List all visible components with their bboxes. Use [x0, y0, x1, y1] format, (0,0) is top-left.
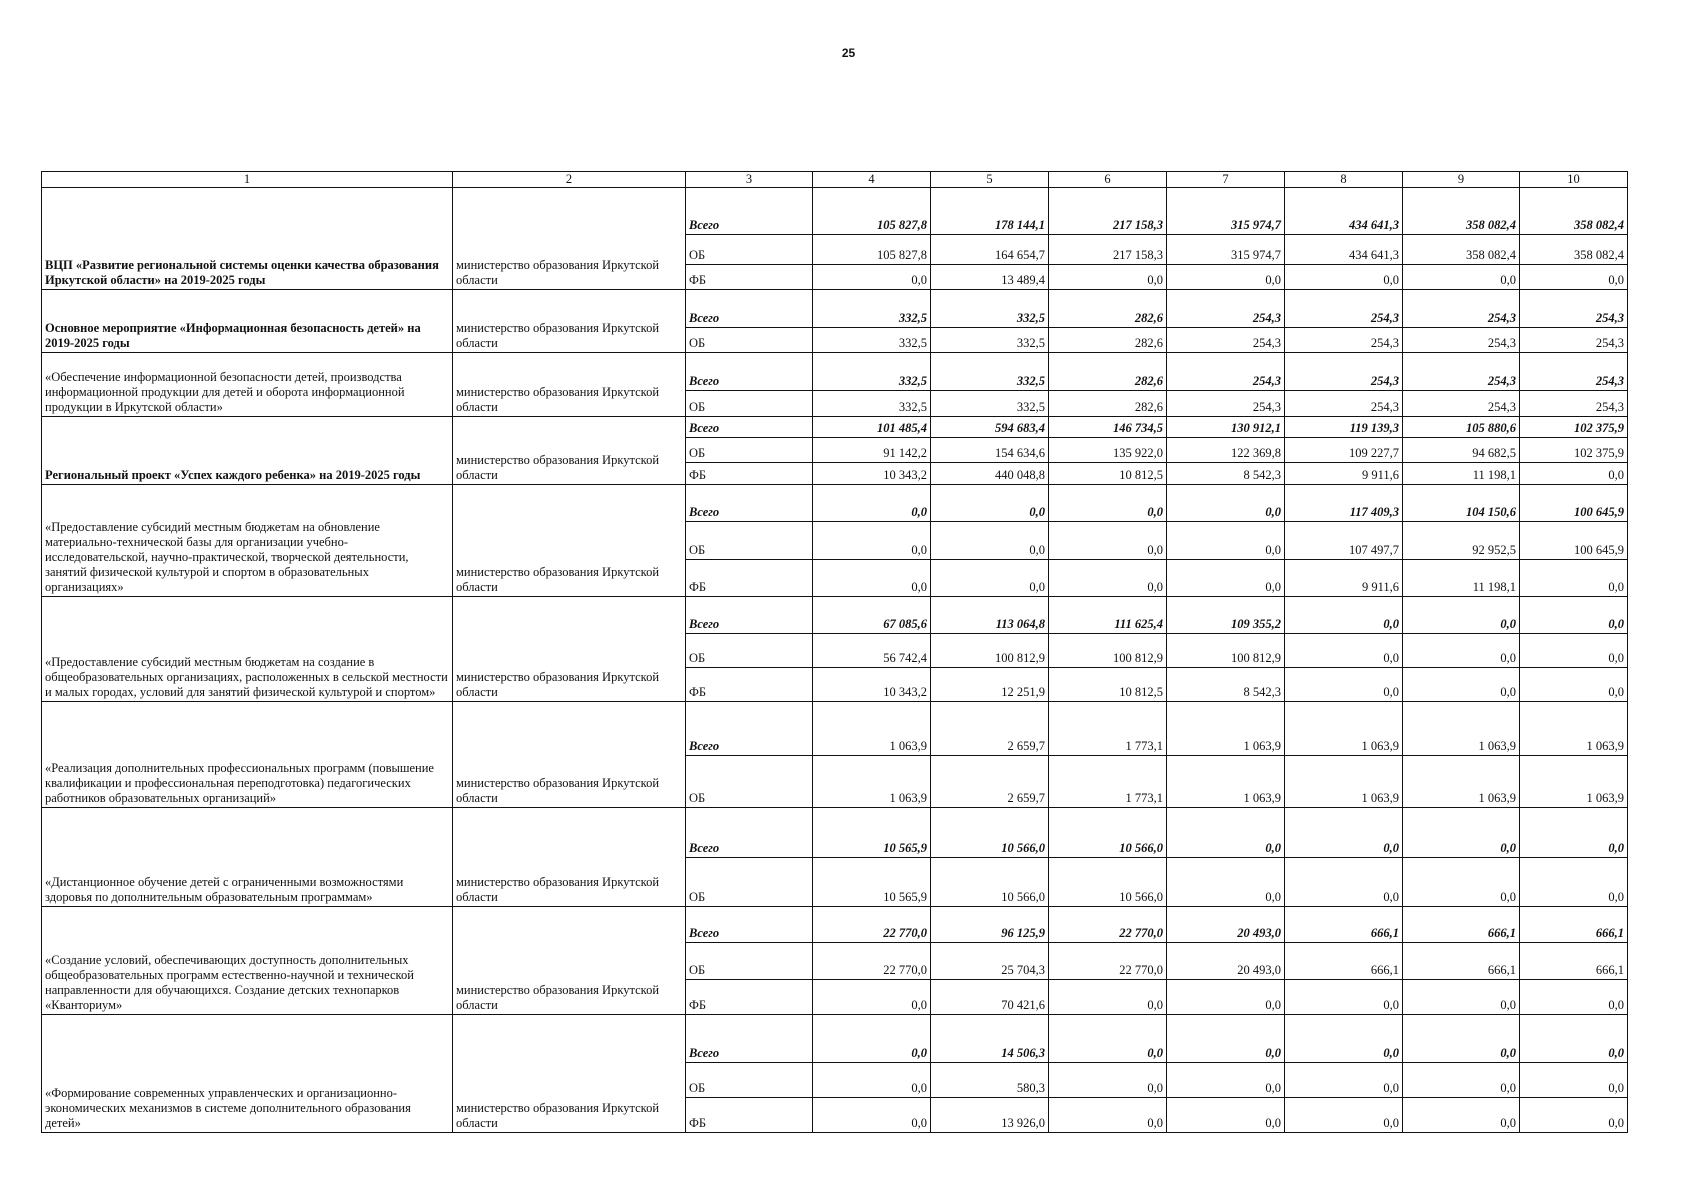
- value-cell: 164 654,7: [931, 235, 1049, 265]
- value-cell: 0,0: [813, 1015, 931, 1063]
- value-cell: 10 565,9: [813, 858, 931, 907]
- value-cell: 332,5: [813, 328, 931, 353]
- value-cell: 0,0: [1403, 808, 1520, 858]
- value-cell: 0,0: [1049, 560, 1167, 597]
- value-cell: 254,3: [1520, 290, 1628, 328]
- value-cell: 105 827,8: [813, 235, 931, 265]
- funding-source: Всего: [686, 1015, 813, 1063]
- value-cell: 254,3: [1167, 328, 1285, 353]
- column-number-4: 4: [813, 172, 931, 188]
- value-cell: 1 063,9: [1403, 702, 1520, 756]
- value-cell: 0,0: [1167, 265, 1285, 290]
- value-cell: 254,3: [1520, 353, 1628, 391]
- table-row: [42, 188, 1628, 235]
- value-cell: 0,0: [1285, 1098, 1403, 1133]
- value-cell: 100 812,9: [931, 634, 1049, 668]
- value-cell: 96 125,9: [931, 907, 1049, 943]
- value-cell: 0,0: [1049, 522, 1167, 560]
- value-cell: 282,6: [1049, 290, 1167, 328]
- responsible-org: министерство образования Иркутской области: [453, 808, 686, 907]
- value-cell: 282,6: [1049, 328, 1167, 353]
- value-cell: 107 497,7: [1285, 522, 1403, 560]
- value-cell: 1 063,9: [813, 756, 931, 808]
- value-cell: 1 063,9: [1167, 702, 1285, 756]
- value-cell: 0,0: [1167, 522, 1285, 560]
- value-cell: 0,0: [1520, 597, 1628, 634]
- value-cell: 2 659,7: [931, 756, 1049, 808]
- value-cell: 332,5: [813, 353, 931, 391]
- value-cell: 92 952,5: [1403, 522, 1520, 560]
- value-cell: 1 063,9: [1403, 756, 1520, 808]
- value-cell: 440 048,8: [931, 463, 1049, 485]
- value-cell: 1 063,9: [1520, 702, 1628, 756]
- value-cell: 105 827,8: [813, 188, 931, 235]
- value-cell: 70 421,6: [931, 980, 1049, 1015]
- value-cell: 117 409,3: [1285, 485, 1403, 522]
- column-number-1: 1: [42, 172, 453, 188]
- funding-source: Всего: [686, 597, 813, 634]
- value-cell: 0,0: [931, 560, 1049, 597]
- value-cell: 0,0: [1520, 1063, 1628, 1098]
- column-number-row: [42, 172, 1628, 188]
- table-row: [42, 290, 1628, 328]
- value-cell: 0,0: [1403, 1015, 1520, 1063]
- value-cell: 0,0: [1285, 858, 1403, 907]
- value-cell: 1 063,9: [1520, 756, 1628, 808]
- funding-source: ФБ: [686, 265, 813, 290]
- funding-source: ОБ: [686, 328, 813, 353]
- value-cell: 113 064,8: [931, 597, 1049, 634]
- value-cell: 10 343,2: [813, 668, 931, 702]
- table-row: [42, 417, 1628, 438]
- value-cell: 0,0: [1403, 265, 1520, 290]
- value-cell: 254,3: [1520, 391, 1628, 417]
- value-cell: 178 144,1: [931, 188, 1049, 235]
- funding-source: ФБ: [686, 1098, 813, 1133]
- column-number-7: 7: [1167, 172, 1285, 188]
- table-body: [42, 188, 1628, 1133]
- value-cell: 91 142,2: [813, 438, 931, 463]
- value-cell: 8 542,3: [1167, 463, 1285, 485]
- value-cell: 102 375,9: [1520, 417, 1628, 438]
- program-name: Основное мероприятие «Информационная безопасность детей» на 2019-2025 годы: [42, 290, 453, 353]
- value-cell: 0,0: [1167, 485, 1285, 522]
- value-cell: 109 227,7: [1285, 438, 1403, 463]
- value-cell: 10 566,0: [1049, 808, 1167, 858]
- value-cell: 0,0: [931, 522, 1049, 560]
- funding-source: ОБ: [686, 858, 813, 907]
- value-cell: 332,5: [931, 328, 1049, 353]
- funding-source: ОБ: [686, 235, 813, 265]
- value-cell: 0,0: [1520, 808, 1628, 858]
- value-cell: 217 158,3: [1049, 188, 1167, 235]
- value-cell: 104 150,6: [1403, 485, 1520, 522]
- value-cell: 1 063,9: [1285, 756, 1403, 808]
- value-cell: 254,3: [1403, 290, 1520, 328]
- value-cell: 100 812,9: [1049, 634, 1167, 668]
- value-cell: 0,0: [1049, 1098, 1167, 1133]
- value-cell: 282,6: [1049, 391, 1167, 417]
- value-cell: 594 683,4: [931, 417, 1049, 438]
- value-cell: 254,3: [1285, 328, 1403, 353]
- value-cell: 254,3: [1403, 391, 1520, 417]
- value-cell: 0,0: [1167, 980, 1285, 1015]
- value-cell: 254,3: [1167, 391, 1285, 417]
- program-name: Региональный проект «Успех каждого ребенка» на 2019-2025 годы: [42, 417, 453, 485]
- value-cell: 13 489,4: [931, 265, 1049, 290]
- column-number-2: 2: [453, 172, 686, 188]
- value-cell: 254,3: [1285, 391, 1403, 417]
- funding-source: ОБ: [686, 438, 813, 463]
- value-cell: 0,0: [813, 560, 931, 597]
- program-name: «Создание условий, обеспечивающих доступность дополнительных общеобразовательных программ естественно-научной и технической направленности для обучающихся. Создание детских технопарков «Кванториум»: [42, 907, 453, 1015]
- value-cell: 332,5: [813, 290, 931, 328]
- value-cell: 56 742,4: [813, 634, 931, 668]
- value-cell: 13 926,0: [931, 1098, 1049, 1133]
- value-cell: 0,0: [1167, 1063, 1285, 1098]
- table-row: [42, 808, 1628, 858]
- funding-source: Всего: [686, 485, 813, 522]
- value-cell: 10 812,5: [1049, 463, 1167, 485]
- table-row: [42, 702, 1628, 756]
- value-cell: 358 082,4: [1403, 235, 1520, 265]
- budget-table: [41, 171, 1628, 1133]
- value-cell: 130 912,1: [1167, 417, 1285, 438]
- responsible-org: министерство образования Иркутской области: [453, 188, 686, 290]
- value-cell: 0,0: [1285, 668, 1403, 702]
- value-cell: 666,1: [1285, 907, 1403, 943]
- value-cell: 0,0: [1285, 808, 1403, 858]
- table-row: [42, 353, 1628, 391]
- value-cell: 20 493,0: [1167, 943, 1285, 980]
- value-cell: 0,0: [813, 265, 931, 290]
- value-cell: 0,0: [1285, 634, 1403, 668]
- value-cell: 109 355,2: [1167, 597, 1285, 634]
- value-cell: 332,5: [931, 391, 1049, 417]
- value-cell: 25 704,3: [931, 943, 1049, 980]
- table-header: [42, 172, 1628, 188]
- value-cell: 0,0: [1520, 634, 1628, 668]
- value-cell: 332,5: [813, 391, 931, 417]
- value-cell: 0,0: [1049, 265, 1167, 290]
- value-cell: 666,1: [1520, 943, 1628, 980]
- value-cell: 119 139,3: [1285, 417, 1403, 438]
- funding-source: ОБ: [686, 943, 813, 980]
- value-cell: 101 485,4: [813, 417, 931, 438]
- value-cell: 11 198,1: [1403, 560, 1520, 597]
- value-cell: 1 063,9: [1285, 702, 1403, 756]
- value-cell: 12 251,9: [931, 668, 1049, 702]
- value-cell: 0,0: [1285, 1063, 1403, 1098]
- value-cell: 254,3: [1167, 353, 1285, 391]
- value-cell: 9 911,6: [1285, 560, 1403, 597]
- program-name: «Формирование современных управленческих и организационно-экономических механизмов в системе дополнительного образования детей»: [42, 1015, 453, 1133]
- funding-source: ОБ: [686, 522, 813, 560]
- value-cell: 154 634,6: [931, 438, 1049, 463]
- funding-source: ОБ: [686, 634, 813, 668]
- value-cell: 0,0: [1520, 463, 1628, 485]
- table-row: [42, 1015, 1628, 1063]
- value-cell: 666,1: [1403, 943, 1520, 980]
- value-cell: 0,0: [1167, 1098, 1285, 1133]
- value-cell: 111 625,4: [1049, 597, 1167, 634]
- value-cell: 254,3: [1403, 328, 1520, 353]
- value-cell: 332,5: [931, 290, 1049, 328]
- value-cell: 0,0: [813, 1063, 931, 1098]
- value-cell: 122 369,8: [1167, 438, 1285, 463]
- program-name: ВЦП «Развитие региональной системы оценки качества образования Иркутской области» на 2019-2025 годы: [42, 188, 453, 290]
- funding-source: ФБ: [686, 560, 813, 597]
- funding-source: ФБ: [686, 980, 813, 1015]
- program-name: «Предоставление субсидий местным бюджетам на создание в общеобразовательных организациях, расположенных в сельской местности и малых городах, условий для занятий физической культурой и спортом»: [42, 597, 453, 702]
- value-cell: 0,0: [1285, 265, 1403, 290]
- value-cell: 0,0: [1520, 265, 1628, 290]
- value-cell: 666,1: [1403, 907, 1520, 943]
- column-number-3: 3: [686, 172, 813, 188]
- value-cell: 1 773,1: [1049, 702, 1167, 756]
- value-cell: 358 082,4: [1520, 235, 1628, 265]
- value-cell: 0,0: [1049, 980, 1167, 1015]
- value-cell: 254,3: [1285, 353, 1403, 391]
- program-name: «Предоставление субсидий местным бюджетам на обновление материально-технической базы для организации учебно-исследовательской, научно-практической, творческой деятельности, занятий физической культурой и спортом в образовательных организациях»: [42, 485, 453, 597]
- value-cell: 0,0: [1049, 1015, 1167, 1063]
- responsible-org: министерство образования Иркутской области: [453, 417, 686, 485]
- funding-source: Всего: [686, 907, 813, 943]
- responsible-org: министерство образования Иркутской области: [453, 1015, 686, 1133]
- value-cell: 2 659,7: [931, 702, 1049, 756]
- value-cell: 0,0: [1520, 560, 1628, 597]
- value-cell: 0,0: [1167, 1015, 1285, 1063]
- column-number-8: 8: [1285, 172, 1403, 188]
- value-cell: 0,0: [1167, 858, 1285, 907]
- table-row: [42, 907, 1628, 943]
- funding-source: Всего: [686, 808, 813, 858]
- responsible-org: министерство образования Иркутской области: [453, 907, 686, 1015]
- value-cell: 332,5: [931, 353, 1049, 391]
- value-cell: 254,3: [1403, 353, 1520, 391]
- value-cell: 434 641,3: [1285, 235, 1403, 265]
- value-cell: 0,0: [1520, 1015, 1628, 1063]
- value-cell: 102 375,9: [1520, 438, 1628, 463]
- value-cell: 666,1: [1285, 943, 1403, 980]
- page-number: 25: [841, 46, 856, 60]
- funding-source: Всего: [686, 702, 813, 756]
- value-cell: 0,0: [1520, 668, 1628, 702]
- value-cell: 9 911,6: [1285, 463, 1403, 485]
- value-cell: 0,0: [1403, 1098, 1520, 1133]
- value-cell: 94 682,5: [1403, 438, 1520, 463]
- responsible-org: министерство образования Иркутской области: [453, 353, 686, 417]
- funding-source: Всего: [686, 353, 813, 391]
- column-number-5: 5: [931, 172, 1049, 188]
- value-cell: 0,0: [1285, 980, 1403, 1015]
- value-cell: 10 812,5: [1049, 668, 1167, 702]
- value-cell: 20 493,0: [1167, 907, 1285, 943]
- value-cell: 10 565,9: [813, 808, 931, 858]
- funding-source: ФБ: [686, 668, 813, 702]
- column-number-9: 9: [1403, 172, 1520, 188]
- value-cell: 100 645,9: [1520, 485, 1628, 522]
- value-cell: 666,1: [1520, 907, 1628, 943]
- value-cell: 1 773,1: [1049, 756, 1167, 808]
- value-cell: 100 812,9: [1167, 634, 1285, 668]
- value-cell: 10 566,0: [1049, 858, 1167, 907]
- value-cell: 100 645,9: [1520, 522, 1628, 560]
- value-cell: 67 085,6: [813, 597, 931, 634]
- column-number-6: 6: [1049, 172, 1167, 188]
- value-cell: 146 734,5: [1049, 417, 1167, 438]
- responsible-org: министерство образования Иркутской области: [453, 702, 686, 808]
- value-cell: 0,0: [1403, 668, 1520, 702]
- responsible-org: министерство образования Иркутской области: [453, 597, 686, 702]
- value-cell: 282,6: [1049, 353, 1167, 391]
- value-cell: 0,0: [1520, 1098, 1628, 1133]
- program-name: «Реализация дополнительных профессиональных программ (повышение квалификации и профессиональная переподготовка) педагогических работников образовательных организаций»: [42, 702, 453, 808]
- value-cell: 358 082,4: [1403, 188, 1520, 235]
- value-cell: 1 063,9: [813, 702, 931, 756]
- value-cell: 10 343,2: [813, 463, 931, 485]
- value-cell: 0,0: [813, 522, 931, 560]
- funding-source: ОБ: [686, 1063, 813, 1098]
- value-cell: 0,0: [1520, 980, 1628, 1015]
- value-cell: 0,0: [1049, 485, 1167, 522]
- responsible-org: министерство образования Иркутской области: [453, 290, 686, 353]
- funding-source: Всего: [686, 417, 813, 438]
- value-cell: 0,0: [1403, 634, 1520, 668]
- value-cell: 10 566,0: [931, 808, 1049, 858]
- value-cell: 8 542,3: [1167, 668, 1285, 702]
- value-cell: 0,0: [1403, 858, 1520, 907]
- value-cell: 315 974,7: [1167, 235, 1285, 265]
- value-cell: 254,3: [1520, 328, 1628, 353]
- value-cell: 135 922,0: [1049, 438, 1167, 463]
- value-cell: 0,0: [1285, 1015, 1403, 1063]
- value-cell: 254,3: [1167, 290, 1285, 328]
- value-cell: 14 506,3: [931, 1015, 1049, 1063]
- value-cell: 217 158,3: [1049, 235, 1167, 265]
- column-number-10: 10: [1520, 172, 1628, 188]
- value-cell: 0,0: [1403, 980, 1520, 1015]
- table-row: [42, 485, 1628, 522]
- value-cell: 22 770,0: [813, 907, 931, 943]
- value-cell: 10 566,0: [931, 858, 1049, 907]
- value-cell: 11 198,1: [1403, 463, 1520, 485]
- value-cell: 0,0: [1167, 808, 1285, 858]
- program-name: «Обеспечение информационной безопасности детей, производства информационной продукции для детей и оборота информационной продукции в Иркутской области»: [42, 353, 453, 417]
- table-row: [42, 597, 1628, 634]
- program-name: «Дистанционное обучение детей с ограниченными возможностями здоровья по дополнительным образовательным программам»: [42, 808, 453, 907]
- value-cell: 0,0: [813, 485, 931, 522]
- value-cell: 358 082,4: [1520, 188, 1628, 235]
- value-cell: 0,0: [813, 980, 931, 1015]
- funding-source: ОБ: [686, 756, 813, 808]
- value-cell: 22 770,0: [813, 943, 931, 980]
- value-cell: 0,0: [1049, 1063, 1167, 1098]
- funding-source: ФБ: [686, 463, 813, 485]
- value-cell: 1 063,9: [1167, 756, 1285, 808]
- funding-source: Всего: [686, 188, 813, 235]
- value-cell: 0,0: [1167, 560, 1285, 597]
- funding-source: ОБ: [686, 391, 813, 417]
- value-cell: 580,3: [931, 1063, 1049, 1098]
- value-cell: 434 641,3: [1285, 188, 1403, 235]
- value-cell: 0,0: [931, 485, 1049, 522]
- value-cell: 0,0: [1520, 858, 1628, 907]
- value-cell: 105 880,6: [1403, 417, 1520, 438]
- value-cell: 254,3: [1285, 290, 1403, 328]
- value-cell: 0,0: [1403, 1063, 1520, 1098]
- funding-source: Всего: [686, 290, 813, 328]
- value-cell: 22 770,0: [1049, 907, 1167, 943]
- responsible-org: министерство образования Иркутской области: [453, 485, 686, 597]
- value-cell: 315 974,7: [1167, 188, 1285, 235]
- value-cell: 0,0: [1403, 597, 1520, 634]
- value-cell: 22 770,0: [1049, 943, 1167, 980]
- value-cell: 0,0: [813, 1098, 931, 1133]
- value-cell: 0,0: [1285, 597, 1403, 634]
